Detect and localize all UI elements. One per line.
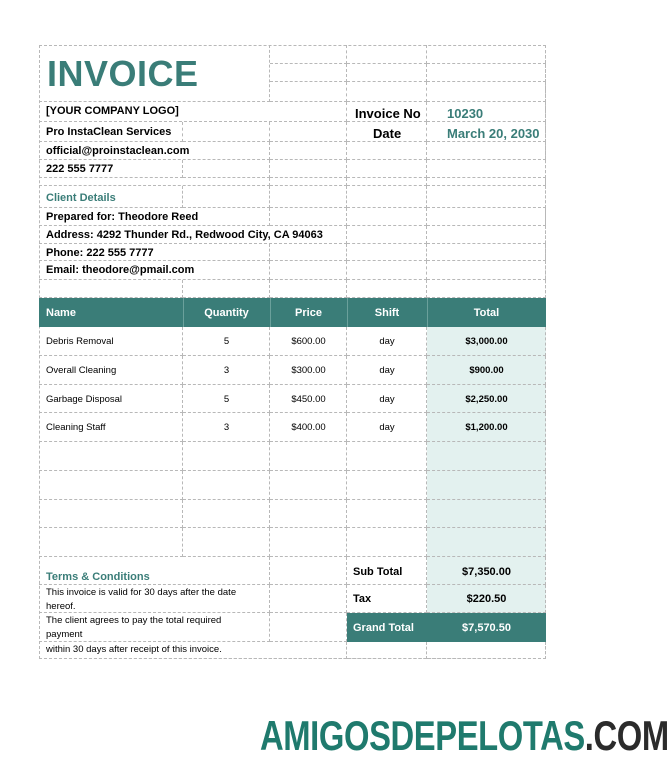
client-details-heading: Client Details: [46, 192, 116, 204]
table-cell: [427, 500, 546, 529]
grid-cell: [427, 64, 546, 82]
table-row-cell: $450.00: [291, 393, 326, 405]
grid-cell: [427, 226, 546, 244]
table-cell: [427, 528, 546, 557]
table-row-cell: $2,250.00: [465, 393, 508, 405]
watermark-text: AMIGOSDEPELOTAS: [260, 712, 585, 759]
grid-cell: [427, 208, 546, 226]
grid-cell: [183, 160, 270, 178]
terms-line: This invoice is valid for 30 days after the date: [46, 587, 237, 598]
col-header-total: Total: [473, 307, 500, 319]
date-label: Date: [373, 126, 402, 141]
table-cell: [347, 471, 427, 500]
company-email: official@proinstaclean.com: [46, 145, 190, 157]
subtotal-value: $7,350.00: [462, 566, 511, 578]
grid-cell: [347, 160, 427, 178]
table-row-cell: Cleaning Staff: [46, 422, 106, 434]
grid-cell: [270, 186, 347, 208]
table-cell: [39, 471, 183, 500]
table-row-cell: Garbage Disposal: [46, 393, 123, 405]
table-row-cell: $300.00: [291, 364, 326, 376]
table-cell: [347, 528, 427, 557]
company-name: [46, 126, 171, 138]
invoice-no-label: Invoice No: [355, 106, 421, 121]
table-row-cell: 3: [223, 422, 230, 434]
grid-cell: [270, 244, 347, 261]
company-logo-placeholder: [YOUR COMPANY LOGO]: [46, 105, 179, 117]
grid-cell: [427, 186, 546, 208]
invoice-no-value: 10230: [447, 106, 484, 121]
grid-cell: [270, 64, 347, 82]
table-cell: [427, 471, 546, 500]
grid-cell: [183, 186, 270, 208]
table-row-cell: 5: [223, 336, 230, 347]
grand-total-label: Grand Total: [353, 622, 414, 634]
table-row-cell: $3,000.00: [465, 336, 508, 347]
terms-line: within 30 days after receipt of this invoice.: [46, 644, 222, 655]
client-phone: Phone: 222 555 7777: [46, 247, 154, 259]
grid-cell: [427, 45, 546, 64]
table-cell: [183, 471, 270, 500]
grid-cell: [347, 642, 427, 659]
col-header-shift: Shift: [374, 307, 400, 319]
company-name-text: Pro InstaClean Services: [46, 126, 172, 138]
table-cell: [39, 442, 183, 471]
grid-cell: [347, 186, 427, 208]
terms-heading: Terms & Conditions: [46, 571, 150, 583]
grid-cell: [347, 261, 427, 280]
grid-cell: [347, 64, 427, 82]
table-row-cell: day: [379, 336, 395, 347]
table-cell: [270, 528, 347, 557]
grid-cell: [347, 226, 427, 244]
table-cell: [183, 528, 270, 557]
grid-cell: [347, 280, 427, 298]
table-row-cell: $400.00: [291, 422, 326, 434]
table-cell: [270, 500, 347, 529]
company-phone: 222 555 7777: [46, 163, 114, 175]
grid-cell: [427, 102, 546, 122]
grid-cell: [427, 82, 546, 102]
grid-cell: [347, 244, 427, 261]
tax-label: Tax: [353, 593, 372, 605]
grid-cell: [270, 613, 347, 642]
client-address: Address: 4292 Thunder Rd., Redwood City, CA 94063: [46, 229, 323, 241]
table-cell: [347, 500, 427, 529]
table-row-cell: Debris Removal: [46, 336, 114, 347]
client-email: Email: theodore@pmail.com: [46, 264, 195, 276]
grid-cell: [347, 208, 427, 226]
subtotal-label: Sub Total: [353, 566, 403, 578]
grid-cell: [270, 557, 347, 585]
grid-cell: [270, 82, 347, 102]
grid-cell: [347, 142, 427, 160]
table-cell: [39, 528, 183, 557]
table-row-cell: day: [379, 393, 395, 405]
grid-cell: [427, 261, 546, 280]
terms-line: hereof.: [46, 601, 76, 612]
grid-cell: [427, 280, 546, 298]
watermark-domain: .COM: [584, 712, 669, 759]
grid-cell: [270, 45, 347, 64]
grid-cell: [39, 178, 270, 186]
table-cell: [183, 500, 270, 529]
tax-value: $220.50: [466, 593, 507, 605]
terms-line: payment: [46, 629, 83, 640]
table-cell: [39, 500, 183, 529]
table-cell: [270, 442, 347, 471]
grand-total-value: $7,570.50: [462, 622, 511, 634]
grid-cell: [183, 280, 270, 298]
table-row-cell: $1,200.00: [465, 422, 508, 434]
grid-cell: [270, 208, 347, 226]
table-row-cell: Overall Cleaning: [46, 364, 117, 376]
grid-cell: [39, 280, 183, 298]
col-header-quantity: Quantity: [204, 307, 249, 319]
watermark: [260, 712, 669, 760]
table-row-cell: day: [379, 364, 395, 376]
grid-cell: [427, 142, 546, 160]
grid-cell: [270, 585, 347, 613]
client-prepared-for: Prepared for: Theodore Reed: [46, 211, 199, 223]
grid-cell: [270, 280, 347, 298]
terms-line: The client agrees to pay the total required: [46, 615, 222, 626]
invoice-sheet: [39, 45, 546, 659]
table-row-cell: day: [379, 422, 395, 434]
table-cell: [427, 442, 546, 471]
col-header-price: Price: [295, 307, 322, 319]
table-cell: [347, 442, 427, 471]
table-row-cell: $600.00: [291, 336, 326, 347]
table-row-cell: 3: [223, 364, 230, 376]
grid-cell: [270, 261, 347, 280]
grid-cell: [427, 642, 546, 659]
table-row-cell: 5: [223, 393, 230, 405]
grid-cell: [347, 45, 427, 64]
grid-cell: [347, 178, 427, 186]
grid-cell: [183, 122, 270, 142]
grid-cell: [270, 122, 347, 142]
grid-cell: [427, 244, 546, 261]
table-cell: [270, 471, 347, 500]
table-row-cell: $900.00: [469, 364, 504, 376]
grid-cell: [427, 160, 546, 178]
col-header-name: Name: [46, 307, 76, 319]
table-cell: [183, 442, 270, 471]
grid-cell: [347, 82, 427, 102]
date-value: March 20, 2030: [447, 126, 540, 141]
grid-cell: [270, 178, 347, 186]
invoice-title: INVOICE: [47, 53, 199, 94]
grid-cell: [270, 142, 347, 160]
grid-cell: [270, 160, 347, 178]
grid-cell: [427, 178, 546, 186]
